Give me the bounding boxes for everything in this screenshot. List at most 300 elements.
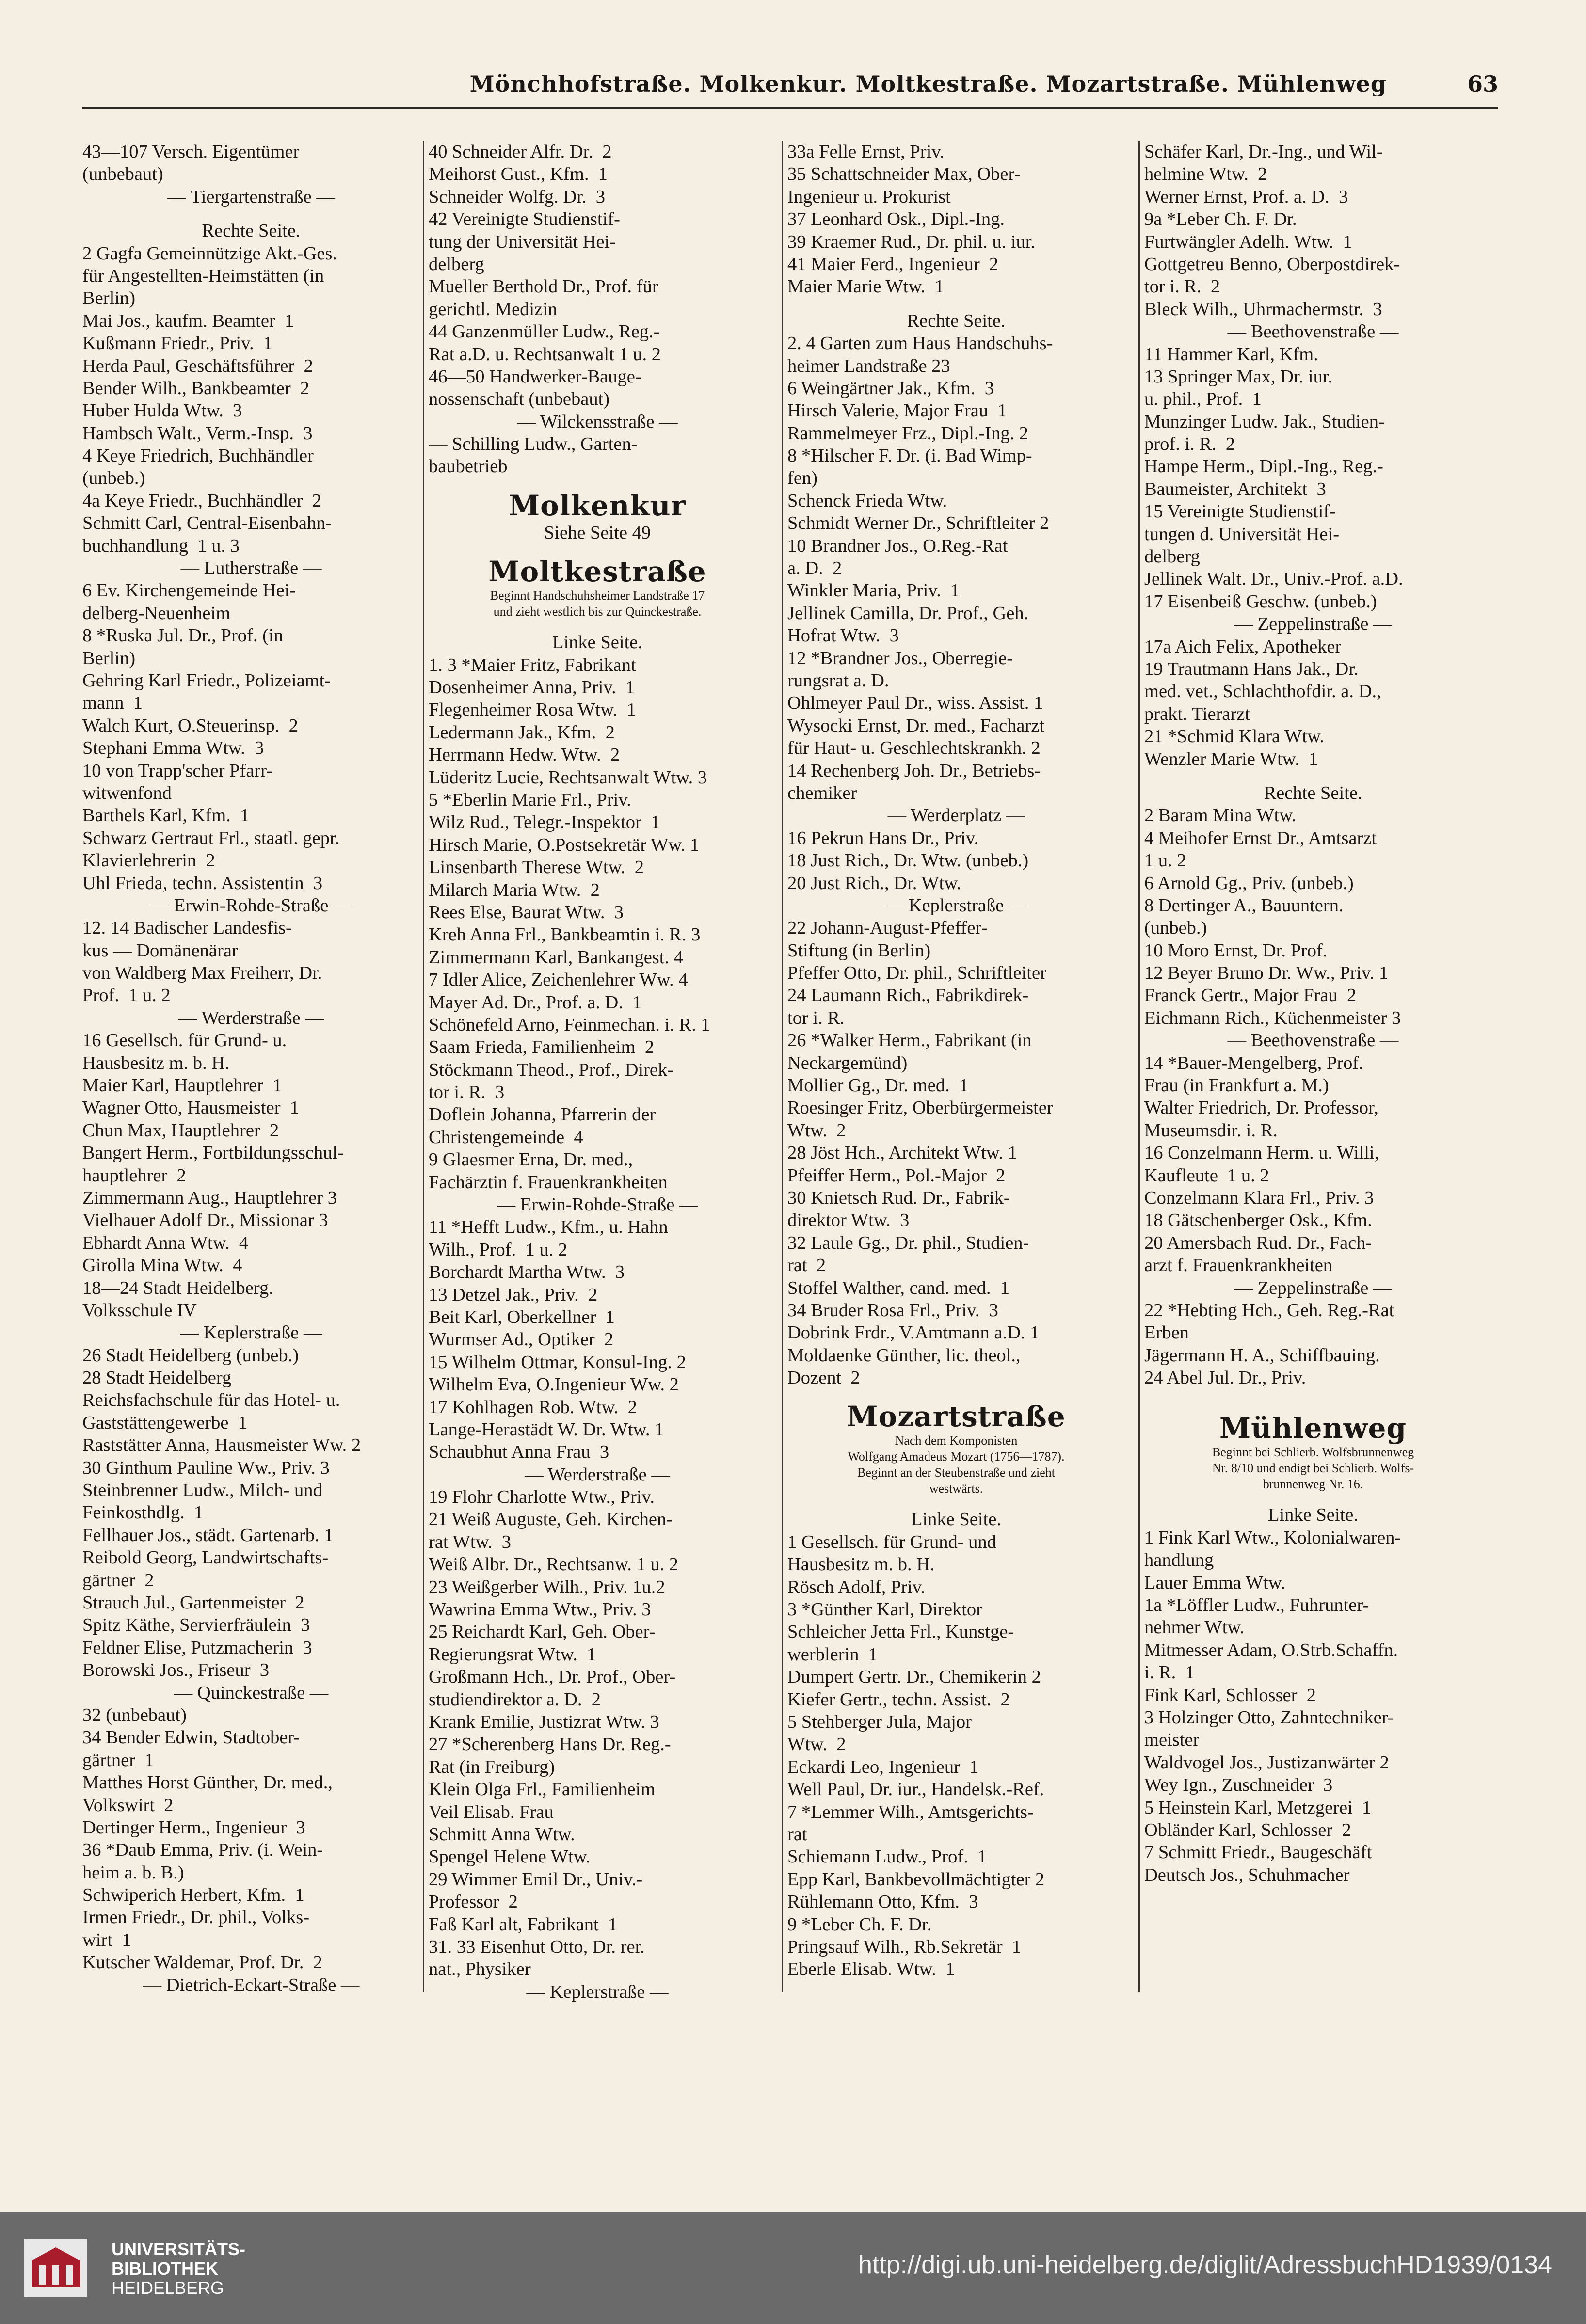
page-header (82, 68, 1498, 109)
directory-entry: Rühlemann Otto, Kfm. 3 (787, 1892, 978, 1912)
directory-entry: 17 Kohlhagen Rob. Wtw. 2 (429, 1397, 637, 1417)
directory-entry: Schiemann Ludw., Prof. 1 (787, 1846, 987, 1867)
spacer (1144, 1401, 1482, 1412)
directory-entry: Schmitt Carl, Central-Eisenbahn- (82, 513, 332, 534)
directory-entry: handlung (1144, 1550, 1214, 1571)
directory-entry: Hausbesitz m. b. H. (82, 1052, 230, 1073)
directory-entry: Kaufleute 1 u. 2 (1144, 1165, 1269, 1186)
directory-entry: 11 *Hefft Ludw., Kfm., u. Hahn (429, 1217, 668, 1238)
section-label: — Werderstraße — (178, 1007, 324, 1028)
directory-entry: Rammelmeyer Frz., Dipl.-Ing. 2 (787, 423, 1029, 444)
directory-entry: nossenschaft (unbebaut) (429, 389, 610, 410)
directory-entry: 30 Ginthum Pauline Ww., Priv. 3 (82, 1457, 330, 1478)
directory-entry: Stoffel Walther, cand. med. 1 (787, 1277, 1009, 1298)
directory-entry: Schleicher Jetta Frl., Kunstge- (787, 1622, 1014, 1642)
directory-entry: 27 *Scherenberg Hans Dr. Reg.- (429, 1734, 671, 1755)
directory-entry: Zimmermann Aug., Hauptlehrer 3 (82, 1187, 337, 1208)
directory-entry: für Haut- u. Geschlechtskrankh. 2 (787, 738, 1041, 759)
directory-entry: (unbeb.) (1144, 918, 1207, 939)
directory-entry: Schmitt Anna Wtw. (429, 1824, 575, 1845)
directory-entry: 28 Stadt Heidelberg (82, 1368, 232, 1388)
directory-entry: Flegenheimer Rosa Wtw. 1 (429, 700, 636, 720)
directory-entry: für Angestellten-Heimstätten (in (82, 265, 324, 286)
directory-entry: 31. 33 Eisenhut Otto, Dr. rer. (429, 1936, 645, 1957)
directory-entry: Schwarz Gertraut Frl., staatl. gepr. (82, 828, 340, 848)
directory-entry: 44 Ganzenmüller Ludw., Reg.- (429, 321, 660, 342)
section-label: — Lutherstraße — (180, 558, 322, 579)
directory-entry: Ingenieur u. Prokurist (787, 186, 951, 207)
directory-entry: Uhl Frieda, techn. Assistentin 3 (82, 873, 323, 893)
directory-entry: Roesinger Fritz, Oberbürgermeister (787, 1098, 1053, 1118)
directory-entry: Herda Paul, Geschäftsführer 2 (82, 355, 313, 376)
directory-entry: Dobrink Frdr., V.Amtmann a.D. 1 (787, 1322, 1040, 1343)
directory-entry: rungsrat a. D. (787, 670, 889, 691)
footer-bar (0, 2212, 1586, 2324)
directory-entry: Feinkosthdlg. 1 (82, 1502, 204, 1523)
directory-entry: Gaststättengewerbe 1 (82, 1412, 247, 1433)
directory-entry: 32 Laule Gg., Dr. phil., Studien- (787, 1232, 1029, 1253)
spacer (82, 208, 420, 220)
directory-entry: studiendirektor a. D. 2 (429, 1689, 601, 1710)
directory-entry: 23 Weißgerber Wilh., Priv. 1u.2 (429, 1576, 665, 1597)
directory-entry: 14 *Bauer-Mengelberg, Prof. (1144, 1052, 1363, 1073)
directory-entry: werblerin 1 (787, 1644, 878, 1665)
street-heading: Moltkestraße (488, 556, 706, 588)
directory-entry: von Waldberg Max Freiherr, Dr. (82, 963, 322, 984)
directory-entry: Fink Karl, Schlosser 2 (1144, 1685, 1316, 1705)
directory-entry: Pfeffer Otto, Dr. phil., Schriftleiter (787, 963, 1046, 984)
directory-entry: direktor Wtw. 3 (787, 1210, 910, 1231)
directory-entry: Lange-Herastädt W. Dr. Wtw. 1 (429, 1419, 664, 1440)
directory-entry: kus — Domänenärar (82, 940, 238, 961)
directory-entry: Wilz Rud., Telegr.-Inspektor 1 (429, 812, 660, 833)
street-note: Beginnt Handschuhsheimer Landstraße 17 (490, 589, 705, 603)
directory-entry: 4 Meihofer Ernst Dr., Amtsarzt (1144, 828, 1377, 848)
directory-entry: Mai Jos., kaufm. Beamter 1 (82, 310, 294, 331)
street-note: Nach dem Komponisten (895, 1433, 1018, 1448)
column-divider (1138, 141, 1140, 1992)
directory-entry: Hausbesitz m. b. H. (787, 1554, 935, 1575)
directory-entry: Wilhelm Eva, O.Ingenieur Ww. 2 (429, 1374, 679, 1395)
street-note: westwärts. (929, 1481, 983, 1496)
directory-entry: 10 von Trapp'scher Pfarr- (82, 760, 273, 781)
directory-entry: Mitmesser Adam, O.Strb.Schaffn. (1144, 1640, 1398, 1660)
street-note: Beginnt bei Schlierb. Wolfsbrunnenweg (1212, 1445, 1414, 1460)
directory-entry: gärtner 2 (82, 1570, 154, 1591)
spacer (787, 1496, 1125, 1508)
directory-entry: Beit Karl, Oberkellner 1 (429, 1306, 615, 1327)
directory-entry: Hambsch Walt., Verm.-Insp. 3 (82, 423, 313, 444)
directory-entry: Dozent 2 (787, 1368, 860, 1388)
directory-entry: Weiß Albr. Dr., Rechtsanw. 1 u. 2 (429, 1554, 679, 1575)
directory-entry: Maier Marie Wtw. 1 (787, 276, 944, 297)
directory-entry: Conzelmann Klara Frl., Priv. 3 (1144, 1187, 1374, 1208)
directory-entry: Schmidt Werner Dr., Schriftleiter 2 (787, 513, 1049, 534)
directory-entry: Mueller Berthold Dr., Prof. für (429, 276, 658, 297)
directory-entry: Strauch Jul., Gartenmeister 2 (82, 1592, 304, 1613)
directory-entry: 43—107 Versch. Eigentümer (82, 142, 300, 162)
directory-entry: 16 Gesellsch. für Grund- u. (82, 1030, 287, 1051)
directory-entry: Stiftung (in Berlin) (787, 940, 931, 961)
directory-entry: a. D. 2 (787, 558, 842, 579)
directory-entry: Werner Ernst, Prof. a. D. 3 (1144, 186, 1348, 207)
directory-entry: gerichtl. Medizin (429, 299, 558, 319)
directory-entry: Professor 2 (429, 1892, 518, 1912)
directory-entry: Kußmann Friedr., Priv. 1 (82, 333, 273, 354)
directory-entry: Berlin) (82, 288, 136, 309)
directory-entry: 1 u. 2 (1144, 850, 1186, 871)
directory-entry: 22 *Hebting Hch., Geh. Reg.-Rat (1144, 1300, 1394, 1321)
running-title: Mönchhofstraße. Molkenkur. Moltkestraße. Mozartstraße. Mühlenweg (469, 71, 1387, 97)
directory-entry: 14 Rechenberg Joh. Dr., Betriebs- (787, 760, 1041, 781)
section-label: — Dietrich-Eckart-Straße — (143, 1974, 360, 1995)
directory-entry: Kreh Anna Frl., Bankbeamtin i. R. 3 (429, 924, 701, 945)
directory-entry: 8 *Ruska Jul. Dr., Prof. (in (82, 625, 283, 646)
directory-entry: 20 Amersbach Rud. Dr., Fach- (1144, 1232, 1372, 1253)
directory-entry: Erben (1144, 1322, 1189, 1343)
column-divider (782, 141, 783, 1992)
section-label: — Erwin-Rohde-Straße — (150, 895, 352, 916)
directory-entry: Linsenbarth Therese Wtw. 2 (429, 857, 644, 878)
directory-entry: Schäfer Karl, Dr.-Ing., und Wil- (1144, 142, 1383, 162)
directory-entry: Hofrat Wtw. 3 (787, 625, 899, 646)
directory-entry: 25 Reichardt Karl, Geh. Ober- (429, 1622, 656, 1642)
directory-entry: 21 Weiß Auguste, Geh. Kirchen- (429, 1509, 673, 1530)
directory-entry: 5 Stehberger Jula, Major (787, 1712, 972, 1732)
directory-entry: Ledermann Jak., Kfm. 2 (429, 722, 615, 743)
source-url-link[interactable]: http://digi.ub.uni-heidelberg.de/diglit/AdressbuchHD1939/0134 (858, 2251, 1552, 2279)
page-number: 63 (1467, 71, 1498, 97)
directory-entry: Stöckmann Theod., Prof., Direk- (429, 1059, 674, 1080)
directory-entry: Eberle Elisab. Wtw. 1 (787, 1959, 955, 1980)
directory-entry: Wtw. 2 (787, 1120, 846, 1141)
spacer (429, 544, 766, 556)
directory-entry: Neckargemünd) (787, 1052, 908, 1073)
directory-entry: gärtner 1 (82, 1750, 154, 1770)
directory-entry: 12. 14 Badischer Landesfis- (82, 918, 292, 939)
directory-entry: 28 Jöst Hch., Architekt Wtw. 1 (787, 1143, 1017, 1163)
directory-entry: (unbeb.) (82, 468, 145, 489)
directory-entry: Jägermann H. A., Schiffbauing. (1144, 1345, 1380, 1366)
directory-entry: tor i. R. (787, 1007, 845, 1028)
street-heading: Mühlenweg (1219, 1412, 1407, 1445)
directory-entry: Volksschule IV (82, 1300, 197, 1321)
directory-entry: Veil Elisab. Frau (429, 1801, 554, 1822)
directory-entry: Jellinek Walt. Dr., Univ.-Prof. a.D. (1144, 569, 1403, 589)
directory-entry: Hampe Herm., Dipl.-Ing., Reg.- (1144, 456, 1383, 477)
directory-entry: Wawrina Emma Wtw., Priv. 3 (429, 1599, 651, 1620)
directory-entry: rat Wtw. 3 (429, 1531, 511, 1552)
directory-entry: Kiefer Gertr., techn. Assist. 2 (787, 1689, 1010, 1710)
directory-entry: delberg-Neuenheim (82, 603, 231, 623)
directory-entry: Museumsdir. i. R. (1144, 1120, 1278, 1141)
directory-entry: Spitz Käthe, Servierfräulein 3 (82, 1615, 310, 1636)
directory-entry: Borowski Jos., Friseur 3 (82, 1660, 270, 1681)
directory-entry: 37 Leonhard Osk., Dipl.-Ing. (787, 209, 1005, 230)
directory-entry: 21 *Schmid Klara Wtw. (1144, 726, 1325, 747)
directory-entry: 35 Schattschneider Max, Ober- (787, 164, 1021, 185)
directory-entry: (unbebaut) (82, 164, 163, 185)
directory-entry: Mollier Gg., Dr. med. 1 (787, 1075, 969, 1096)
directory-entry: 2 Baram Mina Wtw. (1144, 805, 1297, 826)
directory-entry: Waldvogel Jos., Justizanwärter 2 (1144, 1752, 1389, 1773)
directory-entry: Franck Gertr., Major Frau 2 (1144, 985, 1357, 1006)
directory-entry: Barthels Karl, Kfm. 1 (82, 805, 250, 826)
directory-entry: 24 Laumann Rich., Fabrikdirek- (787, 985, 1029, 1006)
directory-entry: Pringsauf Wilh., Rb.Sekretär 1 (787, 1936, 1022, 1957)
directory-entry: 1 Gesellsch. für Grund- und (787, 1531, 996, 1552)
directory-entry: baubetrieb (429, 456, 508, 477)
directory-entry: Bender Wilh., Bankbeamter 2 (82, 378, 310, 398)
directory-entry: 6 Arnold Gg., Priv. (unbeb.) (1144, 873, 1354, 893)
text-column-3 (787, 141, 1125, 1981)
directory-entry: Dumpert Gertr. Dr., Chemikerin 2 (787, 1667, 1041, 1687)
column-divider (423, 141, 424, 1992)
directory-entry: 3 Holzinger Otto, Zahntechniker- (1144, 1707, 1394, 1728)
directory-entry: Lüderitz Lucie, Rechtsanwalt Wtw. 3 (429, 767, 707, 788)
directory-entry: Winkler Maria, Priv. 1 (787, 580, 960, 601)
directory-entry: 2 Gagfa Gemeinnützige Akt.-Ges. (82, 243, 337, 264)
street-note: Beginnt an der Steubenstraße und zieht (857, 1465, 1055, 1480)
directory-entry: 9a *Leber Ch. F. Dr. (1144, 209, 1297, 230)
directory-entry: Eckardi Leo, Ingenieur 1 (787, 1756, 979, 1777)
directory-entry: Schönefeld Arno, Feinmechan. i. R. 1 (429, 1014, 710, 1035)
directory-entry: heim a. b. B.) (82, 1862, 184, 1883)
directory-entry: mann 1 (82, 693, 143, 714)
directory-entry: Irmen Friedr., Dr. phil., Volks- (82, 1907, 310, 1928)
directory-entry: Ohlmeyer Paul Dr., wiss. Assist. 1 (787, 693, 1043, 714)
directory-entry: Klavierlehrerin 2 (82, 850, 215, 871)
directory-entry: Milarch Maria Wtw. 2 (429, 879, 600, 900)
directory-entry: Chun Max, Hauptlehrer 2 (82, 1120, 279, 1141)
directory-entry: Saam Frieda, Familienheim 2 (429, 1037, 655, 1058)
directory-entry: Schneider Wolfg. Dr. 3 (429, 186, 606, 207)
directory-entry: Mayer Ad. Dr., Prof. a. D. 1 (429, 992, 642, 1013)
directory-entry: Prof. 1 u. 2 (82, 985, 171, 1006)
directory-entry: 7 *Lemmer Wilh., Amtsgerichts- (787, 1801, 1034, 1822)
directory-entry: Christengemeinde 4 (429, 1127, 583, 1147)
directory-entry: Jellinek Camilla, Dr. Prof., Geh. (787, 603, 1029, 623)
section-label: Linke Seite. (911, 1509, 1002, 1530)
directory-entry: 18—24 Stadt Heidelberg. (82, 1277, 273, 1298)
directory-entry: Lauer Emma Wtw. (1144, 1572, 1285, 1593)
university-library-logo-icon (24, 2239, 87, 2297)
directory-entry: Frau (in Frankfurt a. M.) (1144, 1075, 1329, 1096)
directory-entry: Herrmann Hedw. Wtw. 2 (429, 745, 620, 765)
directory-entry: prakt. Tierarzt (1144, 703, 1250, 724)
directory-entry: Wenzler Marie Wtw. 1 (1144, 748, 1318, 769)
directory-entry: Furtwängler Adelh. Wtw. 1 (1144, 231, 1352, 252)
directory-entry: Doflein Johanna, Pfarrerin der (429, 1104, 656, 1125)
directory-entry: 18 Gätschenberger Osk., Kfm. (1144, 1210, 1372, 1231)
directory-entry: Rat a.D. u. Rechtsanwalt 1 u. 2 (429, 344, 661, 365)
directory-entry: nehmer Wtw. (1144, 1617, 1245, 1638)
spacer (429, 620, 766, 631)
directory-entry: Hirsch Marie, O.Postsekretär Ww. 1 (429, 834, 700, 855)
directory-entry: tor i. R. 3 (429, 1082, 505, 1103)
directory-entry: 5 Heinstein Karl, Metzgerei 1 (1144, 1797, 1372, 1818)
directory-entry: — Schilling Ludw., Garten- (429, 434, 638, 455)
section-label: Rechte Seite. (1264, 782, 1362, 803)
section-label: — Werderplatz — (887, 805, 1025, 826)
directory-entry: Meihorst Gust., Kfm. 1 (429, 164, 608, 185)
directory-entry: 7 Schmitt Friedr., Baugeschäft (1144, 1842, 1372, 1863)
spacer (787, 298, 1125, 310)
directory-entry: 15 Wilhelm Ottmar, Konsul-Ing. 2 (429, 1352, 686, 1372)
street-note: Wolfgang Amadeus Mozart (1756—1787). (848, 1449, 1065, 1464)
directory-entry: Eichmann Rich., Küchenmeister 3 (1144, 1007, 1401, 1028)
directory-entry: tung der Universität Hei- (429, 231, 616, 252)
spacer (1144, 770, 1482, 782)
directory-entry: 10 Brandner Jos., O.Reg.-Rat (787, 535, 1008, 556)
directory-entry: 3 *Günther Karl, Direktor (787, 1599, 982, 1620)
directory-entry: Pfeiffer Herm., Pol.-Major 2 (787, 1165, 1006, 1186)
directory-entry: Fachärztin f. Frauenkrankheiten (429, 1172, 668, 1193)
directory-entry: Huber Hulda Wtw. 3 (82, 400, 242, 421)
directory-entry: 30 Knietsch Rud. Dr., Fabrik- (787, 1187, 1010, 1208)
directory-entry: Bleck Wilh., Uhrmachermstr. 3 (1144, 299, 1382, 319)
directory-entry: Feldner Elise, Putzmacherin 3 (82, 1637, 312, 1658)
directory-entry: 10 Moro Ernst, Dr. Prof. (1144, 940, 1328, 961)
directory-entry: Wilh., Prof. 1 u. 2 (429, 1239, 568, 1260)
directory-entry: Hirsch Valerie, Major Frau 1 (787, 400, 1007, 421)
section-label: — Keplerstraße — (180, 1322, 322, 1343)
directory-entry: 1. 3 *Maier Fritz, Fabrikant (429, 654, 636, 675)
section-label: — Keplerstraße — (885, 895, 1027, 916)
directory-entry: 22 Johann-August-Pfeffer- (787, 918, 988, 939)
directory-entry: nat., Physiker (429, 1959, 531, 1980)
directory-entry: Zimmermann Karl, Bankangest. 4 (429, 947, 683, 968)
directory-entry: Walter Friedrich, Dr. Professor, (1144, 1098, 1378, 1118)
section-label: Rechte Seite. (202, 221, 301, 241)
directory-entry: 19 Flohr Charlotte Wtw., Priv. (429, 1487, 655, 1508)
directory-entry: Faß Karl alt, Fabrikant 1 (429, 1914, 618, 1935)
directory-entry: Kutscher Waldemar, Prof. Dr. 2 (82, 1952, 323, 1973)
directory-entry: Wysocki Ernst, Dr. med., Facharzt (787, 715, 1045, 736)
directory-entry: Schwiperich Herbert, Kfm. 1 (82, 1885, 304, 1906)
directory-entry: Spengel Helene Wtw. (429, 1846, 591, 1867)
section-label: — Beethovenstraße — (1227, 321, 1399, 342)
directory-entry: meister (1144, 1730, 1200, 1751)
directory-entry: tungen d. Universität Hei- (1144, 524, 1340, 544)
spacer (1144, 1492, 1482, 1504)
directory-entry: Wagner Otto, Hausmeister 1 (82, 1098, 300, 1118)
directory-entry: wirt 1 (82, 1929, 131, 1950)
directory-entry: 26 *Walker Herm., Fabrikant (in (787, 1030, 1032, 1051)
directory-entry: Schaubhut Anna Frau 3 (429, 1442, 609, 1463)
directory-entry: Klein Olga Frl., Familienheim (429, 1779, 656, 1800)
directory-entry: Borchardt Martha Wtw. 3 (429, 1262, 625, 1283)
section-label: Rechte Seite. (907, 310, 1006, 331)
directory-entry: hauptlehrer 2 (82, 1165, 186, 1186)
directory-entry: 33a Felle Ernst, Priv. (787, 142, 945, 162)
directory-entry: Wtw. 2 (787, 1734, 846, 1755)
directory-entry: Gottgetreu Benno, Oberpostdirek- (1144, 254, 1400, 274)
directory-entry: heimer Landstraße 23 (787, 355, 950, 376)
directory-entry: Bangert Herm., Fortbildungsschul- (82, 1143, 344, 1163)
directory-entry: Rösch Adolf, Priv. (787, 1576, 926, 1597)
street-note: und zieht westlich bis zur Quinckestraße. (493, 605, 702, 619)
directory-entry: fen) (787, 468, 817, 489)
spacer (429, 478, 766, 490)
directory-entry: Raststätter Anna, Hausmeister Ww. 2 (82, 1435, 361, 1456)
directory-entry: 40 Schneider Alfr. Dr. 2 (429, 142, 612, 162)
directory-entry: 36 *Daub Emma, Priv. (i. Wein- (82, 1840, 323, 1861)
directory-entry: rat 2 (787, 1255, 826, 1276)
directory-entry: Matthes Horst Günther, Dr. med., (82, 1772, 333, 1793)
directory-entry: u. phil., Prof. 1 (1144, 389, 1262, 410)
directory-entry: Vielhauer Adolf Dr., Missionar 3 (82, 1210, 328, 1231)
directory-entry: prof. i. R. 2 (1144, 434, 1235, 455)
directory-entry: Reichsfachschule für das Hotel- u. (82, 1390, 340, 1411)
directory-entry: 9 Glaesmer Erna, Dr. med., (429, 1149, 633, 1170)
directory-entry: Steinbrenner Ludw., Milch- und (82, 1480, 322, 1501)
directory-entry: 4a Keye Friedr., Buchhändler 2 (82, 490, 321, 511)
directory-entry: 17 Eisenbeiß Geschw. (unbeb.) (1144, 591, 1377, 612)
street-note: brunnenweg Nr. 16. (1263, 1477, 1363, 1492)
directory-entry: Dertinger Herm., Ingenieur 3 (82, 1817, 305, 1838)
directory-entry: Wurmser Ad., Optiker 2 (429, 1329, 614, 1350)
directory-entry: Gehring Karl Friedr., Polizeiamt- (82, 670, 331, 691)
directory-entry: 12 *Brandner Jos., Oberregie- (787, 648, 1013, 669)
directory-entry: 13 Detzel Jak., Priv. 2 (429, 1284, 598, 1305)
spacer (1144, 1389, 1482, 1401)
text-column-2 (429, 141, 766, 2003)
directory-entry: Wey Ign., Zuschneider 3 (1144, 1775, 1333, 1796)
section-label: — Quinckestraße — (174, 1682, 329, 1703)
directory-entry: Berlin) (82, 648, 136, 669)
street-heading: Mozartstraße (847, 1401, 1066, 1433)
directory-entry: 17a Aich Felix, Apotheker (1144, 636, 1342, 657)
directory-entry: Stephani Emma Wtw. 3 (82, 738, 264, 759)
section-label: Siehe Seite 49 (544, 522, 651, 543)
directory-entry: 13 Springer Max, Dr. iur. (1144, 366, 1333, 387)
directory-entry: Dosenheimer Anna, Priv. 1 (429, 677, 635, 698)
directory-entry: 20 Just Rich., Dr. Wtw. (787, 873, 961, 893)
directory-entry: Epp Karl, Bankbevollmächtigter 2 (787, 1869, 1045, 1890)
directory-entry: med. vet., Schlachthofdir. a. D., (1144, 681, 1381, 702)
directory-entry: 6 Ev. Kirchengemeinde Hei- (82, 580, 296, 601)
directory-entry: 39 Kraemer Rud., Dr. phil. u. iur. (787, 231, 1036, 252)
text-column-4 (1144, 141, 1482, 1886)
directory-entry: chemiker (787, 782, 857, 803)
directory-entry: 6 Weingärtner Jak., Kfm. 3 (787, 378, 994, 398)
section-label: — Erwin-Rohde-Straße — (497, 1194, 698, 1215)
directory-entry: helmine Wtw. 2 (1144, 164, 1267, 185)
directory-entry: Rat (in Freiburg) (429, 1756, 555, 1777)
text-column-1 (82, 141, 420, 1996)
directory-entry: 12 Beyer Bruno Dr. Ww., Priv. 1 (1144, 963, 1389, 984)
directory-entry: Reibold Georg, Landwirtschafts- (82, 1547, 329, 1568)
section-label: — Keplerstraße — (526, 1981, 669, 2002)
directory-entry: Regierungsrat Wtw. 1 (429, 1644, 596, 1665)
directory-entry: Well Paul, Dr. iur., Handelsk.-Ref. (787, 1779, 1044, 1800)
directory-entry: 1 Fink Karl Wtw., Kolonialwaren- (1144, 1527, 1401, 1548)
section-label: — Tiergartenstraße — (167, 186, 335, 207)
directory-entry: 26 Stadt Heidelberg (unbeb.) (82, 1345, 299, 1366)
directory-entry: witwenfond (82, 782, 172, 803)
directory-entry: 11 Hammer Karl, Kfm. (1144, 344, 1318, 365)
section-label: Linke Seite. (1267, 1505, 1359, 1526)
directory-entry: Krank Emilie, Justizrat Wtw. 3 (429, 1712, 659, 1732)
street-note: Nr. 8/10 und endigt bei Schlierb. Wolfs- (1212, 1461, 1414, 1476)
directory-entry: buchhandlung 1 u. 3 (82, 535, 240, 556)
directory-entry: 1a *Löffler Ludw., Fuhrunter- (1144, 1595, 1369, 1616)
directory-entry: Rees Else, Baurat Wtw. 3 (429, 902, 624, 923)
directory-entry: Obländer Karl, Schlosser 2 (1144, 1819, 1351, 1840)
section-label: — Werderstraße — (525, 1464, 670, 1485)
directory-entry: Baumeister, Architekt 3 (1144, 478, 1326, 499)
